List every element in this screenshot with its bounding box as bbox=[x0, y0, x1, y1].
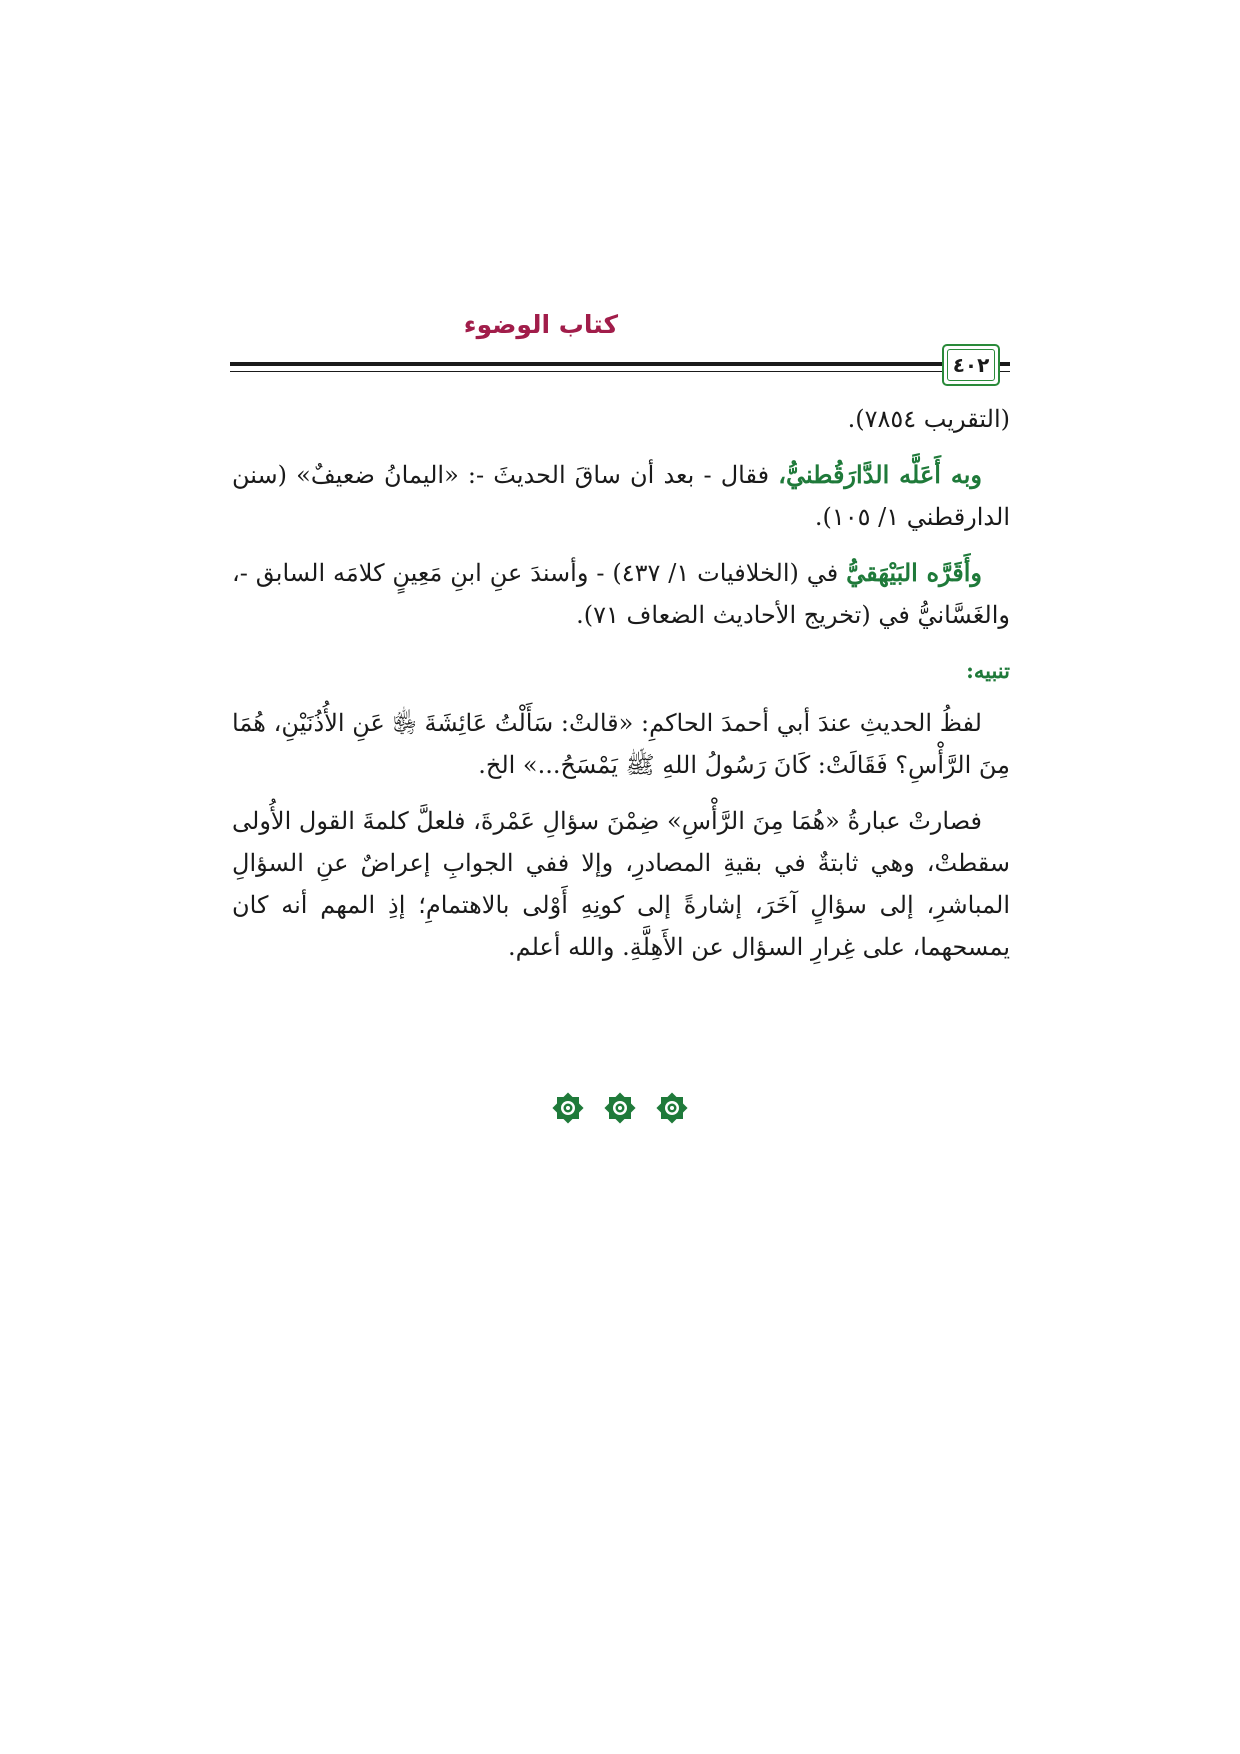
citation-text: (التقريب ٧٨٥٤). bbox=[847, 405, 1010, 433]
highlight-daraqutni: وبه أَعَلَّه الدَّارَقُطنيُّ، bbox=[778, 460, 982, 489]
page-number-frame bbox=[942, 344, 1000, 386]
paragraph-daraqutni-text: فقال - بعد أن ساقَ الحديثَ -: «اليمانُ ضعيفٌ» (سنن الدارقطني ١/ ١٠٥). bbox=[232, 461, 1010, 531]
ornament-star-icon bbox=[602, 1090, 638, 1126]
page-number: ٤٠٢ bbox=[952, 353, 990, 377]
ornament-star-icon bbox=[550, 1090, 586, 1126]
ornament-star-icon bbox=[654, 1090, 690, 1126]
note-label: تنبيه: bbox=[966, 658, 1010, 683]
header-rule-thin bbox=[230, 371, 960, 372]
citation-paragraph bbox=[232, 398, 1010, 440]
paragraph-bayhaqi bbox=[232, 552, 1010, 636]
paragraph-hadith-wording: لفظُ الحديثِ عندَ أبي أحمدَ الحاكمِ: «قالتْ: سَأَلْتُ عَائِشَةَ ﵂ عَنِ الأُذُنَيْنِ، هُمَا مِنَ الرَّأْسِ؟ فَقَالَتْ: كَانَ رَسُولُ اللهِ ﷺ يَمْسَحُ...» الخ. bbox=[232, 709, 1010, 779]
page-header bbox=[230, 306, 1010, 386]
highlight-bayhaqi: وأَقَرَّه البَيْهَقيُّ bbox=[846, 558, 983, 587]
page-content bbox=[232, 398, 1010, 982]
header-rule-thick bbox=[230, 362, 960, 366]
paragraph-bayhaqi-text: في (الخلافيات ١/ ٤٣٧) - وأسندَ عنِ ابنِ مَعِينٍ كلامَه السابق -، والغَسَّانيُّ في (تخريج الأحاديث الضعاف ٧١). bbox=[232, 559, 1010, 629]
paragraph-daraqutni bbox=[232, 454, 1010, 538]
paragraph-analysis: فصارتْ عبارةُ «هُمَا مِنَ الرَّأْسِ» ضِمْنَ سؤالِ عَمْرةَ، فلعلَّ كلمةَ القول الأُولى سقطتْ، وهي ثابتةٌ في بقيةِ المصادرِ، وإلا ففي الجوابِ إعراضٌ عنِ السؤالِ المباشرِ، إلى سؤالٍ آخَرَ، إشارةً إلى كونِهِ أَوْلى بالاهتمامِ؛ إذِ المهم أنه كان يمسحهما، على غِرارِ السؤال عن الأَهِلَّةِ. والله أعلم. bbox=[232, 807, 1010, 961]
book-title: كتاب الوضوء bbox=[463, 310, 618, 339]
section-end-ornaments bbox=[0, 1090, 1240, 1126]
